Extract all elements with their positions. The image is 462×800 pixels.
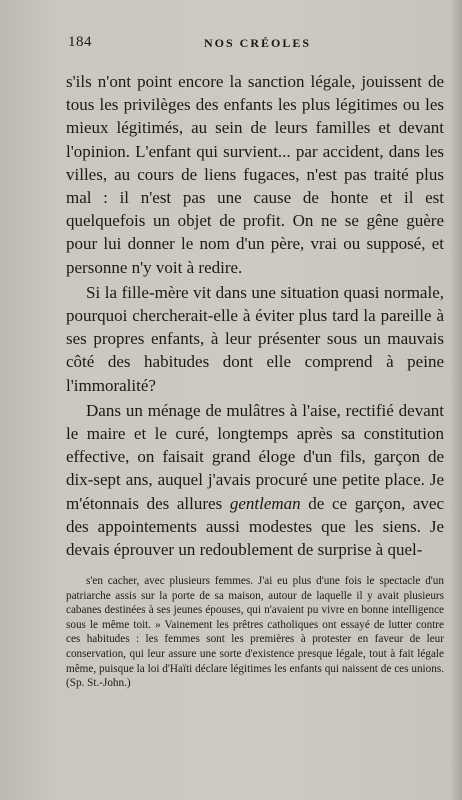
paragraph-3: Dans un ménage de mulâtres à l'aise, rectifié devant le maire et le curé, longtemps après sa constitution effective, on faisait grand éloge d'un fils, garçon de dix-sept ans, auquel j'avais procuré une petite place. Je m'étonnais des allures gentleman de ce garçon, avec des appointements aussi modestes que les siens. Je devais éprouver un redoublement de surprise à quel- — [66, 400, 444, 560]
page-edge-shadow — [450, 0, 462, 800]
paragraph-1: s'ils n'ont point encore la sanction légale, jouissent de tous les privilèges des enfants les plus légitimes ou les mieux légitimés, au sein de leurs familles et devant l'opinion. L'enfant qui survient... par accident, dans les villes, au cours de liens fugaces, n'est pas traité plus mal : il n'est pas une cause de honte et il est quelquefois un objet de profit. On ne se gêne guère pour lui donner le nom d'un père, vrai ou supposé, et personne n'y voit à redire. — [66, 72, 444, 277]
paragraph-2: Si la fille-mère vit dans une situation quasi normale, pourquoi chercherait-elle à éviter plus tard la pareille à ses propres enfants, à leur présenter sous un mauvais côté des habitudes dont elle comprend à peine l'immoralité? — [66, 282, 444, 395]
main-text — [66, 70, 444, 561]
footnote — [66, 574, 444, 691]
italic-word: gentleman — [229, 493, 301, 513]
footnote-text: s'en cacher, avec plusieurs femmes. J'ai eu plus d'une fois le spectacle d'un patriarche assis sur la porte de sa maison, autour de laquelle il y avait plusieurs cabanes destinées à ses jeunes épouses, qui n'avaient pu vivre en bonne intelligence sous le même toit. » Vainement les prêtres catholiques ont essayé de lutter contre ces habitudes : les femmes sont les premières à protester en faveur de leur conservation, qui leur assure une sorte d'existence presque légale, tout à fait légale même, puisque la loi d'Haïti déclare légitimes les enfants qui naissent de ces unions. (Sp. St.-John.) — [66, 575, 444, 690]
running-title: NOS CRÉOLES — [204, 36, 312, 50]
page-header — [68, 34, 440, 54]
page-number: 184 — [68, 34, 92, 50]
